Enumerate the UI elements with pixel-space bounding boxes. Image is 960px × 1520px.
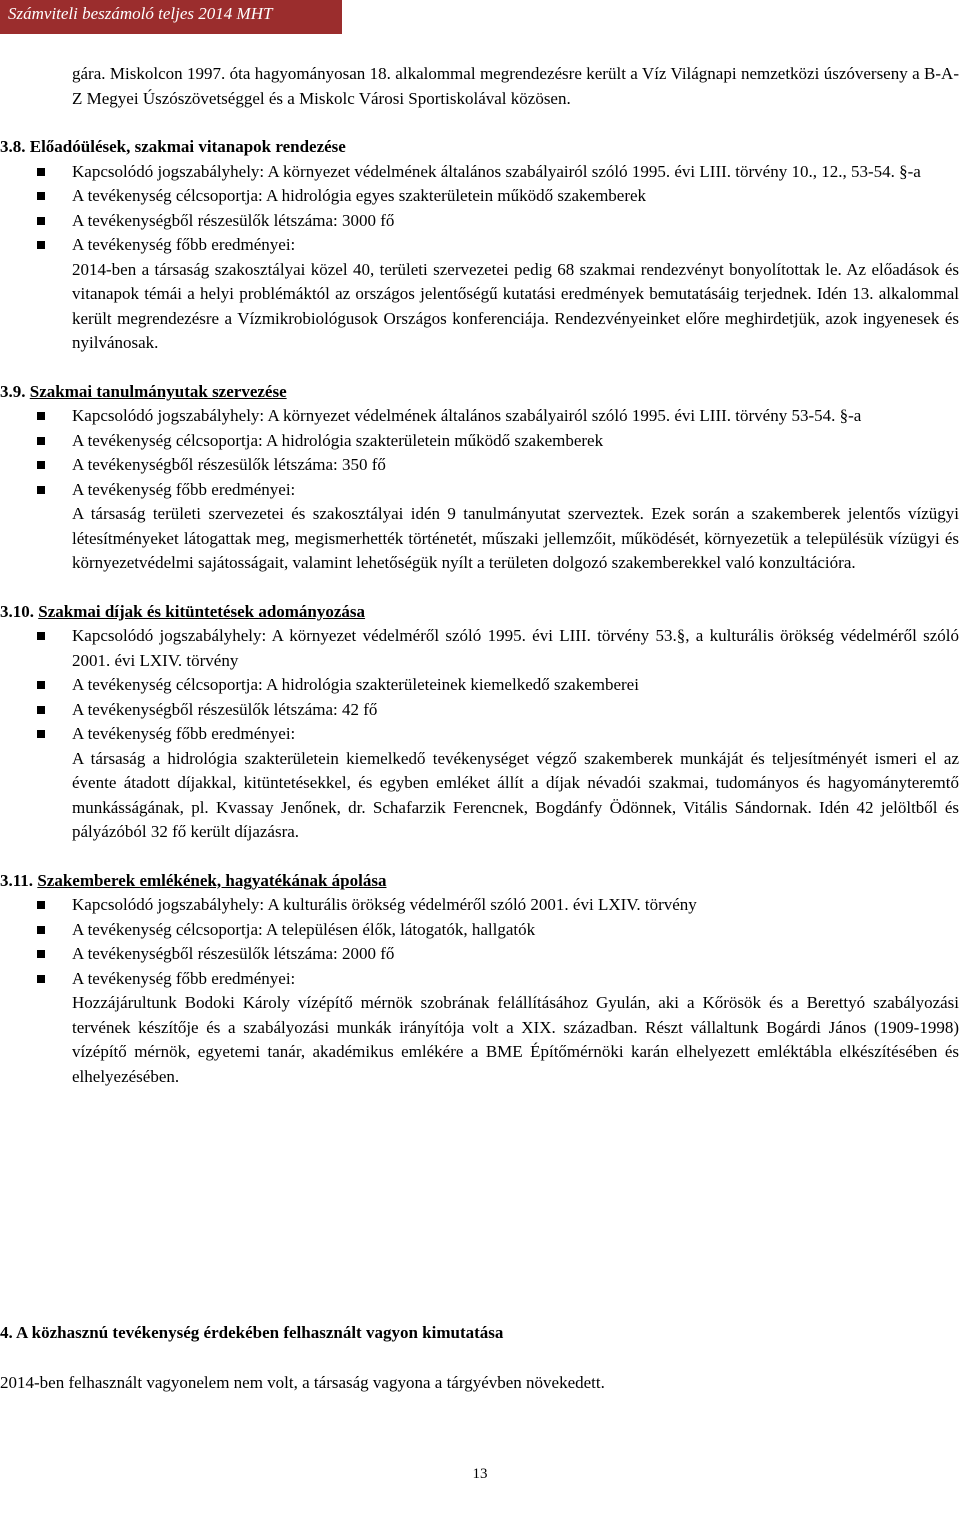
section-3-11: [0, 869, 959, 1090]
square-bullet-icon: [37, 192, 45, 200]
section-number: 3.8.: [0, 137, 26, 156]
list-item: A tevékenység célcsoportja: A hidrológia egyes szakterületein működő szakemberek: [72, 184, 959, 209]
list-item: A tevékenység célcsoportja: A hidrológia szakterületeinek kiemelkedő szakemberei: [72, 673, 959, 698]
square-bullet-icon: [37, 901, 45, 909]
square-bullet-icon: [37, 706, 45, 714]
square-bullet-icon: [37, 412, 45, 420]
section-result-text: 2014-ben a társaság szakosztályai közel 40, területi szervezetei pedig 68 szakmai rendezvényt bonyolítottak le. Az előadások és vitanapok témái a helyi problémáktól az országos jelentőségű kutatási eredmények bemutatásáig terjednek. Idén 13. alkalommal került megrendezésre a Vízmikrobiológusok Országos konferenciája. Rendezvényeinket előre meghirdetjük, azok ingyenesek és nyilvánosak.: [72, 259, 959, 352]
section-result-text: A társaság területi szervezetei és szakosztályai idén 9 tanulmányutat szerveztek. Ezek során a szakemberek jelentős vízügyi létesítményeket látogattak meg, megismerhették történetét, műszaki jellemzőit, működését, környezetük a településük vízügyi és környezetvédelmi sajátosságait, valamint lehetőségük nyílt a területen dolgozó szakemberekkel való konzultációra.: [72, 504, 959, 572]
section-heading: [0, 869, 959, 894]
section-title: Szakmai tanulmányutak szervezése: [29, 381, 287, 401]
square-bullet-icon: [37, 461, 45, 469]
section-title: Szakmai díjak és kitüntetések adományozása: [38, 601, 366, 621]
list-item: A tevékenységből részesülők létszáma: 3000 fő: [72, 209, 959, 234]
list-item: Kapcsolódó jogszabályhely: A környezet védelmének általános szabályairól szóló 1995. évi LIII. törvény 10., 12., 53-54. §-a: [72, 160, 959, 185]
list-item: Kapcsolódó jogszabályhely: A kulturális örökség védelméről szóló 2001. évi LXIV. törvény: [72, 893, 959, 918]
square-bullet-icon: [37, 217, 45, 225]
square-bullet-icon: [37, 975, 45, 983]
section-bullet-list: [72, 893, 959, 991]
document-body: [0, 62, 959, 1089]
section-4-title: 4. A közhasznú tevékenység érdekében felhasznált vagyon kimutatása: [0, 1323, 504, 1342]
section-number: 3.9.: [0, 381, 26, 401]
section-heading: [0, 380, 959, 405]
intro-paragraph: gára. Miskolcon 1997. óta hagyományosan 18. alkalommal megrendezésre került a Víz Világnapi nemzetközi úszóverseny a B-A-Z Megyei Úszószövetséggel és a Miskolc Városi Sportiskolával közösen.: [72, 64, 959, 108]
section-3-8: [0, 135, 959, 356]
section-heading: [0, 135, 959, 160]
square-bullet-icon: [37, 681, 45, 689]
list-item: Kapcsolódó jogszabályhely: A környezet védelméről szóló 1995. évi LIII. törvény 53.§, a kulturális örökség védelméről szóló 2001. évi LXIV. törvény: [72, 624, 959, 673]
list-item: A tevékenységből részesülők létszáma: 2000 fő: [72, 942, 959, 967]
section-heading: [0, 600, 959, 625]
square-bullet-icon: [37, 950, 45, 958]
square-bullet-icon: [37, 632, 45, 640]
square-bullet-icon: [37, 486, 45, 494]
square-bullet-icon: [37, 168, 45, 176]
list-item: A tevékenység célcsoportja: A hidrológia szakterületein működő szakemberek: [72, 429, 959, 454]
list-item: A tevékenység főbb eredményei:: [72, 722, 959, 747]
square-bullet-icon: [37, 437, 45, 445]
section-3-9: [0, 380, 959, 576]
list-item: A tevékenység célcsoportja: A településen élők, látogatók, hallgatók: [72, 918, 959, 943]
section-3-10: [0, 600, 959, 845]
section-result-text: A társaság a hidrológia szakterületein kiemelkedő tevékenységet végző szakemberek munkáját és teljesítményét ismeri el az évente átadott díjakkal, kitüntetésekkel, és egyben emléket állít a díjak névadói szakmai, tudományos és hagyományteremtő munkásságának, pl. Kvassay Jenőnek, dr. Schafarzik Ferencnek, Bogdánfy Ödönnek, Vitális Sándornak. Idén 42 jelöltből és pályázóból 32 fő került díjazásra.: [72, 748, 959, 841]
section-title: Szakemberek emlékének, hagyatékának ápolása: [37, 870, 387, 890]
list-item: A tevékenység főbb eredményei:: [72, 967, 959, 992]
square-bullet-icon: [37, 241, 45, 249]
document-header-title: Számviteli beszámoló teljes 2014 MHT: [8, 4, 273, 23]
section-bullet-list: [72, 624, 959, 747]
section-result-text: Hozzájárultunk Bodoki Károly vízépítő mérnök szobrának felállításához Gyulán, aki a Kőrösök és a Berettyó szabályozási tervének készítője és a szabályozási munkák irányítója volt a XIX. században. Részt vállaltunk Bogárdi János (1909-1998) vízépítő mérnök, egyetemi tanár, akadémikus emlékére a BME Építőmérnöki karán elhelyezett emléktábla elkészítésében és elhelyezésében.: [72, 993, 959, 1086]
section-number: 3.11.: [0, 870, 34, 890]
section-title: Előadóülések, szakmai vitanapok rendezése: [29, 137, 346, 156]
header-banner: [0, 0, 342, 34]
page-number: 13: [472, 1466, 488, 1482]
list-item: A tevékenységből részesülők létszáma: 42 fő: [72, 698, 959, 723]
list-item: A tevékenység főbb eredményei:: [72, 233, 959, 258]
section-number: 3.10.: [0, 601, 34, 621]
list-item: Kapcsolódó jogszabályhely: A környezet védelmének általános szabályairól szóló 1995. évi LIII. törvény 53-54. §-a: [72, 404, 959, 429]
square-bullet-icon: [37, 730, 45, 738]
section-4-text: 2014-ben felhasznált vagyonelem nem volt, a társaság vagyona a tárgyévben növekedett.: [0, 1373, 605, 1392]
section-bullet-list: [72, 160, 959, 258]
section-bullet-list: [72, 404, 959, 502]
square-bullet-icon: [37, 926, 45, 934]
list-item: A tevékenységből részesülők létszáma: 350 fő: [72, 453, 959, 478]
list-item: A tevékenység főbb eredményei:: [72, 478, 959, 503]
